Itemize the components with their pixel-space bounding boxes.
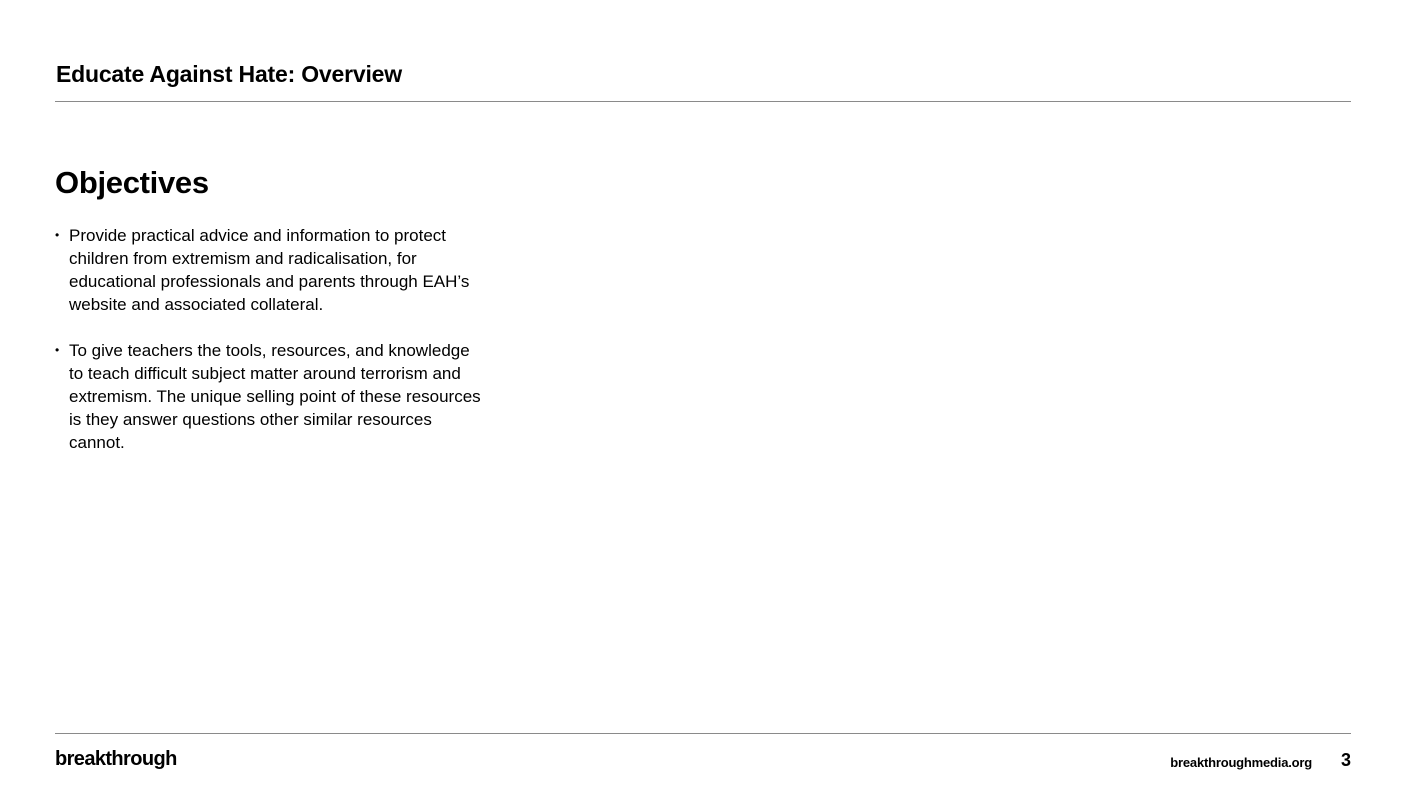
footer-divider xyxy=(55,733,1351,734)
objective-item xyxy=(55,339,485,454)
bullet-dot-icon: • xyxy=(55,343,60,357)
objective-text: Provide practical advice and information to protect children from extremism and radicalisation, for educational professionals and parents through EAH’s website and associated collateral. xyxy=(69,226,470,314)
header-divider xyxy=(55,101,1351,102)
objectives-list xyxy=(55,224,485,477)
objective-item xyxy=(55,224,485,316)
slide-title: Educate Against Hate: Overview xyxy=(56,61,402,87)
footer-url: breakthroughmedia.org xyxy=(1170,755,1312,770)
section-heading: Objectives xyxy=(55,165,209,200)
bullet-dot-icon: • xyxy=(55,228,60,242)
breakthrough-logo: breakthrough xyxy=(55,748,177,770)
page-number: 3 xyxy=(1340,750,1351,770)
objective-text: To give teachers the tools, resources, and knowledge to teach difficult subject matter around terrorism and extremism. The unique selling point of these resources is they answer questions other similar resources cannot. xyxy=(69,341,481,452)
